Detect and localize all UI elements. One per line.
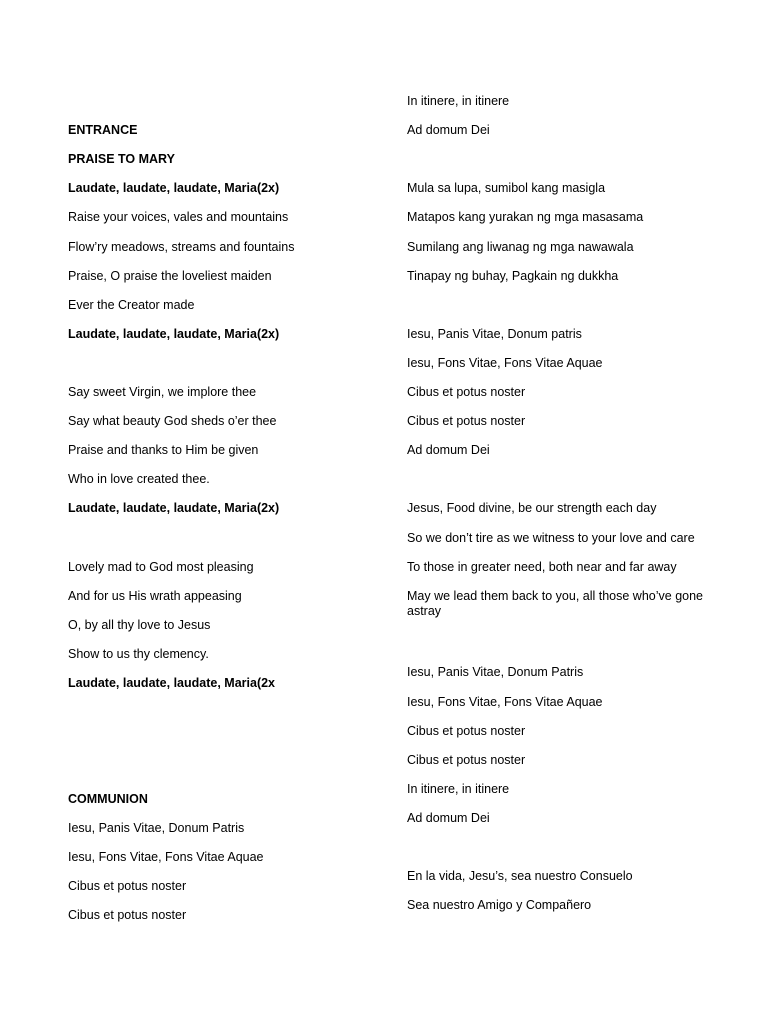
- lyric-line: To those in greater need, both near and far away: [407, 560, 677, 574]
- lyric-line: Cibus et potus noster: [68, 879, 187, 893]
- lyric-line: In itinere, in itinere: [407, 782, 510, 796]
- lyric-line: Lovely mad to God most pleasing: [68, 560, 254, 574]
- heading-entrance: ENTRANCE: [68, 123, 138, 137]
- lyric-line: Jesus, Food divine, be our strength each day: [407, 501, 657, 515]
- lyric-line: Iesu, Panis Vitae, Donum Patris: [407, 665, 584, 679]
- lyric-line: En la vida, Jesu’s, sea nuestro Consuelo: [407, 869, 633, 883]
- lyric-line: Ever the Creator made: [68, 298, 195, 312]
- lyric-line: Ad domum Dei: [407, 443, 490, 457]
- lyric-line: And for us His wrath appeasing: [68, 589, 242, 603]
- lyric-line: So we don’t tire as we witness to your love and care: [407, 531, 695, 545]
- lyric-line: Iesu, Fons Vitae, Fons Vitae Aquae: [68, 850, 264, 864]
- lyric-line: Praise, O praise the loveliest maiden: [68, 269, 272, 283]
- lyric-line: Tinapay ng buhay, Pagkain ng dukkha: [407, 269, 619, 283]
- lyric-line: Cibus et potus noster: [407, 724, 526, 738]
- heading-praise-to-mary: PRAISE TO MARY: [68, 152, 175, 166]
- lyric-line: Say what beauty God sheds o’er thee: [68, 414, 277, 428]
- lyric-line: Cibus et potus noster: [407, 414, 526, 428]
- lyric-line: Cibus et potus noster: [407, 753, 526, 767]
- lyric-line: Laudate, laudate, laudate, Maria(2x): [68, 501, 280, 515]
- heading-communion: COMMUNION: [68, 792, 148, 806]
- lyric-line: Iesu, Fons Vitae, Fons Vitae Aquae: [407, 695, 603, 709]
- lyric-line: Raise your voices, vales and mountains: [68, 210, 289, 224]
- lyric-line: Sea nuestro Amigo y Compañero: [407, 898, 592, 912]
- lyric-line: Laudate, laudate, laudate, Maria(2x): [68, 327, 280, 341]
- lyric-line: Show to us thy clemency.: [68, 647, 209, 661]
- lyric-line: Cibus et potus noster: [407, 385, 526, 399]
- lyric-line: Praise and thanks to Him be given: [68, 443, 259, 457]
- lyric-line: Cibus et potus noster: [68, 908, 187, 922]
- lyric-line: Ad domum Dei: [407, 123, 490, 137]
- lyric-line: Flow’ry meadows, streams and fountains: [68, 240, 295, 254]
- lyric-line: Say sweet Virgin, we implore thee: [68, 385, 257, 399]
- lyric-line: Sumilang ang liwanag ng mga nawawala: [407, 240, 634, 254]
- lyric-line: Ad domum Dei: [407, 811, 490, 825]
- lyric-line: Iesu, Fons Vitae, Fons Vitae Aquae: [407, 356, 603, 370]
- lyric-line: In itinere, in itinere: [407, 94, 510, 108]
- lyric-line: Matapos kang yurakan ng mga masasama: [407, 210, 644, 224]
- lyric-line: O, by all thy love to Jesus: [68, 618, 211, 632]
- lyric-line: Mula sa lupa, sumibol kang masigla: [407, 181, 606, 195]
- lyric-line: Who in love created thee.: [68, 472, 210, 486]
- lyric-line: May we lead them back to you, all those who’ve gone astray: [407, 589, 704, 618]
- lyric-line: Iesu, Panis Vitae, Donum patris: [407, 327, 582, 341]
- lyric-line: Laudate, laudate, laudate, Maria(2x: [68, 676, 276, 690]
- lyric-line: Laudate, laudate, laudate, Maria(2x): [68, 181, 280, 195]
- lyric-line: Iesu, Panis Vitae, Donum Patris: [68, 821, 245, 835]
